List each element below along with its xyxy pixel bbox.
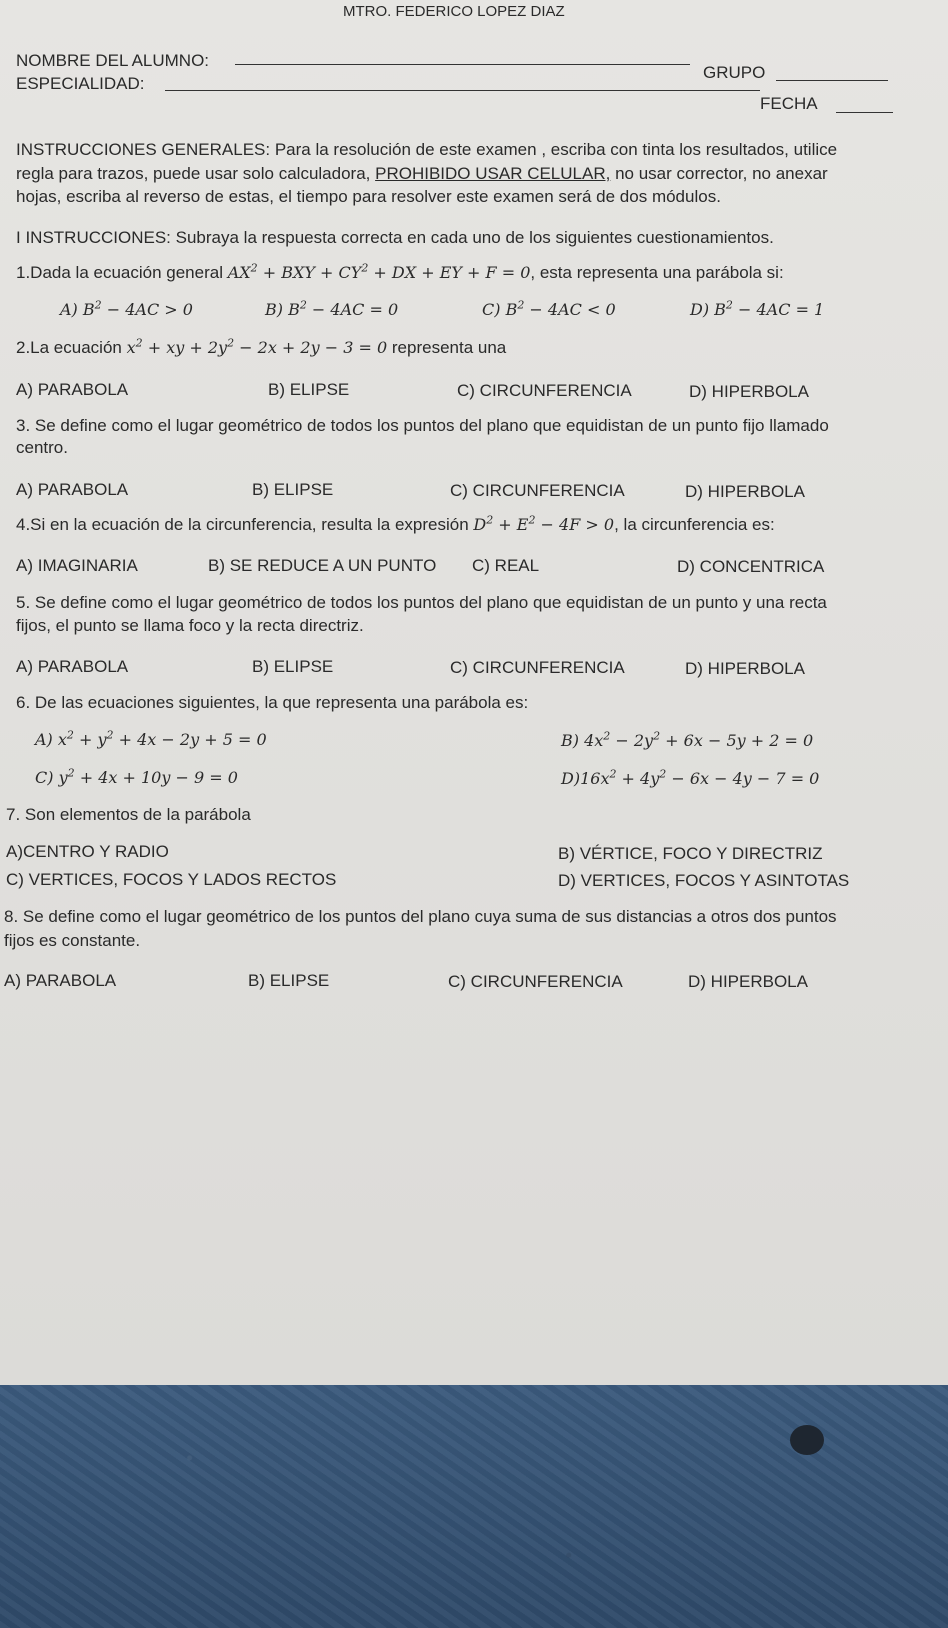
date-label: FECHA <box>760 94 818 113</box>
q4-option-c[interactable]: C) REAL <box>472 556 540 575</box>
q4-option-d[interactable]: D) CONCENTRICA <box>677 557 825 576</box>
student-name-field[interactable] <box>235 64 690 65</box>
specialty-label: ESPECIALIDAD: <box>16 74 145 93</box>
q8-option-d[interactable]: D) HIPERBOLA <box>688 972 808 991</box>
question-2: 2.La ecuación $x^2$ + xy + $2y^2 - 2x + 2y - 3 = 0$ representa una <box>16 336 507 357</box>
q4-option-a[interactable]: A) IMAGINARIA <box>16 556 138 575</box>
group-label: GRUPO <box>703 63 766 82</box>
q6-option-a[interactable]: A) $x^2 + y^2 + 4x - 2y + 5 = 0$ <box>35 728 267 749</box>
blue-surface-background <box>0 1385 948 1628</box>
q1-option-d[interactable]: D) $B^2 - 4AC = 1$ <box>690 298 825 319</box>
teacher-name: MTRO. FEDERICO LOPEZ DIAZ <box>343 3 565 20</box>
q7-option-c[interactable]: C) VERTICES, FOCOS Y LADOS RECTOS <box>6 870 337 889</box>
q7-option-d[interactable]: D) VERTICES, FOCOS Y ASINTOTAS <box>558 871 850 890</box>
question-8-line2: fijos es constante. <box>4 931 141 950</box>
q8-option-a[interactable]: A) PARABOLA <box>4 971 117 990</box>
student-name-label: NOMBRE DEL ALUMNO: <box>16 51 210 70</box>
q4-option-b[interactable]: B) SE REDUCE A UN PUNTO <box>208 556 437 575</box>
q2-option-a[interactable]: A) PARABOLA <box>16 380 129 399</box>
section-instructions: I INSTRUCCIONES: Subraya la respuesta correcta en cada uno de los siguientes cuestionamientos. <box>16 228 774 247</box>
q1-option-b[interactable]: B) $B^2 - 4AC = 0$ <box>265 298 399 319</box>
q2-option-b[interactable]: B) ELIPSE <box>268 380 350 399</box>
question-4: 4.Si en la ecuación de la circunferencia, resulta la expresión $D^2 + E^2 - 4F > 0$, la circunferencia es: <box>16 513 775 534</box>
question-3-line2: centro. <box>16 438 68 457</box>
q3-option-b[interactable]: B) ELIPSE <box>252 480 334 499</box>
general-instructions-line2: regla para trazos, puede usar solo calculadora, PROHIBIDO USAR CELULAR, no usar corrector, no anexar <box>16 164 828 183</box>
question-7: 7. Son elementos de la parábola <box>6 805 251 824</box>
general-instructions-line3: hojas, escriba al reverso de estas, el tiempo para resolver este examen será de dos módulos. <box>16 187 721 206</box>
q8-option-b[interactable]: B) ELIPSE <box>248 971 330 990</box>
q2-option-c[interactable]: C) CIRCUNFERENCIA <box>457 381 632 400</box>
q6-option-b[interactable]: B) $4x^2 - 2y^2 + 6x - 5y + 2 = 0$ <box>561 729 814 750</box>
q3-option-c[interactable]: C) CIRCUNFERENCIA <box>450 481 625 500</box>
q5-option-b[interactable]: B) ELIPSE <box>252 657 334 676</box>
dark-spot <box>790 1425 824 1455</box>
q7-option-a[interactable]: A)CENTRO Y RADIO <box>6 842 169 861</box>
question-5-line2: fijos, el punto se llama foco y la recta directriz. <box>16 616 364 635</box>
question-8-line1: 8. Se define como el lugar geométrico de los puntos del plano cuya suma de sus distancias a otros dos puntos <box>4 907 837 926</box>
q1-option-c[interactable]: C) $B^2 - 4AC < 0$ <box>482 298 616 319</box>
q5-option-d[interactable]: D) HIPERBOLA <box>685 659 805 678</box>
q3-option-a[interactable]: A) PARABOLA <box>16 480 129 499</box>
specialty-field[interactable] <box>165 90 760 91</box>
q5-option-c[interactable]: C) CIRCUNFERENCIA <box>450 658 625 677</box>
q6-option-d[interactable]: $D)16x^2 + 4y^2 - 6x - 4y - 7 = 0$ <box>561 767 820 788</box>
q2-option-d[interactable]: D) HIPERBOLA <box>689 382 809 401</box>
q7-option-b[interactable]: B) VÉRTICE, FOCO Y DIRECTRIZ <box>558 844 823 863</box>
q8-option-c[interactable]: C) CIRCUNFERENCIA <box>448 972 623 991</box>
question-3-line1: 3. Se define como el lugar geométrico de todos los puntos del plano que equidistan de un punto fijo llamado <box>16 416 829 435</box>
q6-option-c[interactable]: C) $y^2 + 4x + 10y - 9 = 0$ <box>35 766 238 787</box>
general-instructions-line1: INSTRUCCIONES GENERALES: Para la resolución de este examen , escriba con tinta los resultados, utilice <box>16 140 838 159</box>
question-6: 6. De las ecuaciones siguientes, la que representa una parábola es: <box>16 693 529 712</box>
question-5-line1: 5. Se define como el lugar geométrico de todos los puntos del plano que equidistan de un punto y una recta <box>16 593 827 612</box>
question-1: 1.Dada la ecuación general $AX^2$ + BXY + $CY^2$ + DX + EY + F = 0, esta representa una parábola si: <box>16 261 784 282</box>
q1-option-a[interactable]: A) $B^2 - 4AC > 0$ <box>60 298 193 319</box>
group-field[interactable] <box>776 80 888 81</box>
q3-option-d[interactable]: D) HIPERBOLA <box>685 482 805 501</box>
q5-option-a[interactable]: A) PARABOLA <box>16 657 129 676</box>
date-field[interactable] <box>836 112 893 113</box>
